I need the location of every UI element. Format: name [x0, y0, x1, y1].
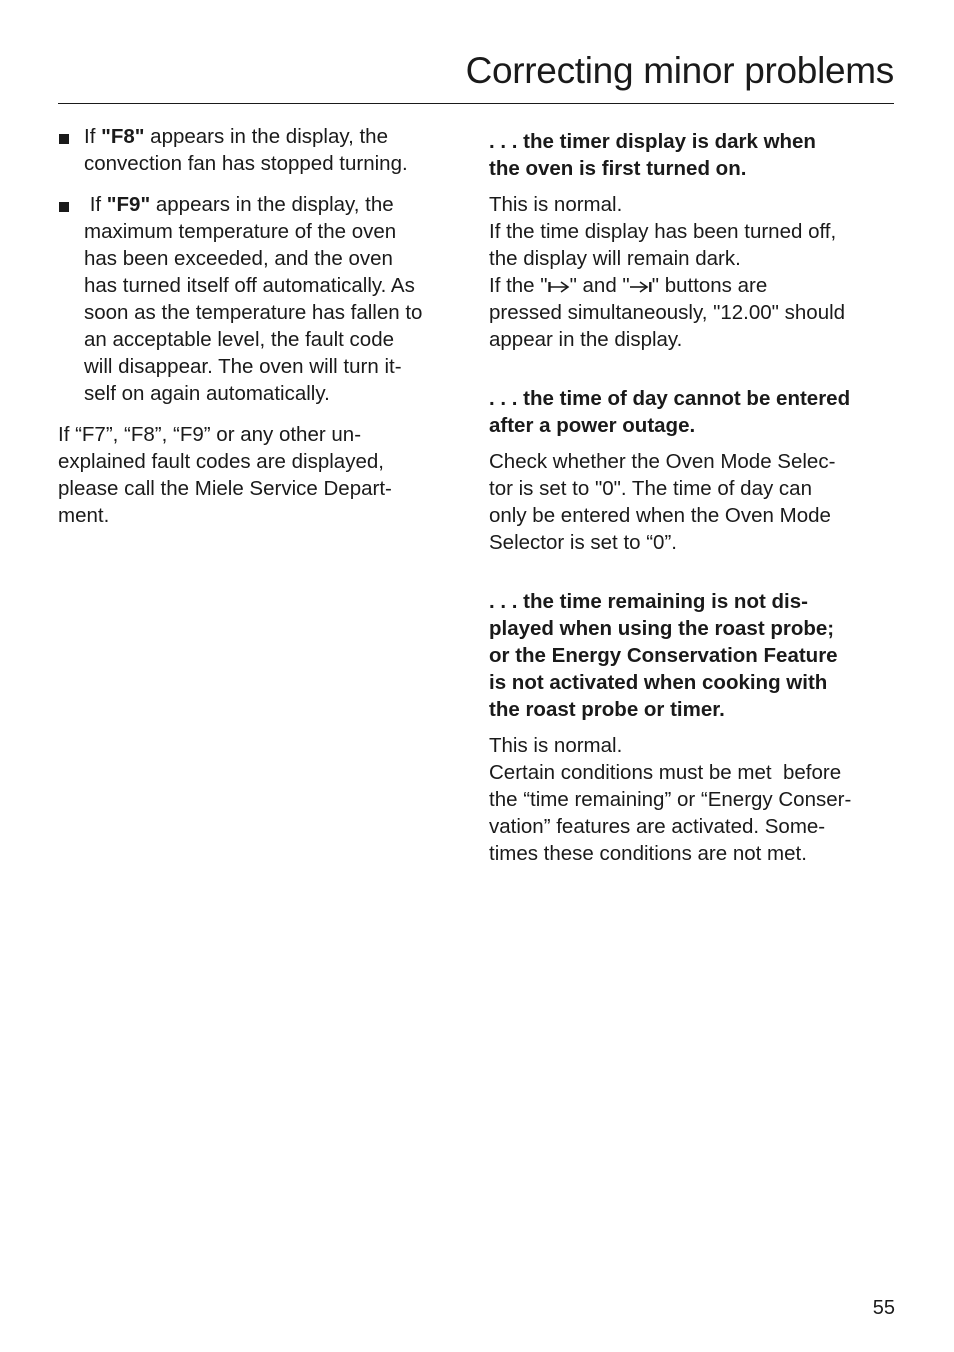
heading-line: . . . the time remaining is not dis-: [489, 590, 808, 613]
section-heading: [489, 385, 909, 439]
bullet-f9-line: will disappear. The oven will turn it-: [84, 355, 402, 378]
bullet-f8-line-1: [84, 123, 468, 150]
body-line: vation” features are activated. Some-: [489, 815, 826, 838]
body-line: This is normal.: [489, 193, 623, 216]
bullet-f9-prefix: If: [84, 193, 107, 216]
section-body: [489, 191, 909, 353]
service-note-line: please call the Miele Service Depart-: [58, 477, 392, 500]
heading-line: is not activated when cooking with: [489, 671, 828, 694]
body-line: tor is set to "0". The time of day can: [489, 477, 812, 500]
end-time-arrow-icon: [630, 279, 652, 295]
square-bullet-icon: [59, 134, 69, 144]
body-line: If the time display has been turned off,: [489, 220, 837, 243]
buttons-line: [489, 272, 909, 299]
bullet-f9-line: maximum temperature of the oven: [84, 220, 397, 243]
bullet-f9-line: has been exceeded, and the oven: [84, 247, 393, 270]
body-line: the display will remain dark.: [489, 247, 741, 270]
heading-line: the roast probe or timer.: [489, 698, 725, 721]
bullet-f9-line: self on again automatically.: [84, 382, 330, 405]
fault-code-f8: "F8": [101, 125, 145, 148]
section-body: [489, 732, 909, 867]
bullet-f8: [58, 123, 468, 177]
body-line: Check whether the Oven Mode Selec-: [489, 450, 836, 473]
body-text: " buttons are: [651, 274, 768, 297]
service-note: [58, 421, 468, 529]
body-line: appear in the display.: [489, 328, 683, 351]
heading-line: played when using the roast probe;: [489, 617, 835, 640]
start-time-arrow-icon: [548, 279, 570, 295]
heading-line: or the Energy Conservation Feature: [489, 644, 838, 667]
heading-line: . . . the timer display is dark when: [489, 130, 816, 153]
body-line: pressed simultaneously, "12.00" should: [489, 301, 846, 324]
left-column: [58, 123, 468, 529]
bullet-f9-line: has turned itself off automatically. As: [84, 274, 415, 297]
heading-line: the oven is first turned on.: [489, 157, 747, 180]
section-body: [489, 448, 909, 556]
bullet-f9-line: an acceptable level, the fault code: [84, 328, 394, 351]
bullet-f9-text: appears in the display, the: [150, 193, 394, 216]
body-text: " and ": [569, 274, 630, 297]
section-timer-dark: [489, 128, 909, 353]
page-title: Correcting minor problems: [465, 50, 894, 91]
body-line: times these conditions are not met.: [489, 842, 807, 865]
body-line: Selector is set to “0”.: [489, 531, 677, 554]
service-note-line: ment.: [58, 504, 110, 527]
right-column: [489, 128, 909, 867]
section-heading: [489, 128, 909, 182]
service-note-line: explained fault codes are displayed,: [58, 450, 384, 473]
bullet-f8-text: appears in the display, the: [144, 125, 388, 148]
body-line: only be entered when the Oven Mode: [489, 504, 831, 527]
title-divider: [58, 103, 894, 104]
square-bullet-icon: [59, 202, 69, 212]
section-time-remaining: [489, 588, 909, 867]
body-text: If the ": [489, 274, 548, 297]
body-line: This is normal.: [489, 734, 623, 757]
service-note-line: If “F7”, “F8”, “F9” or any other un-: [58, 423, 362, 446]
bullet-f9-line: soon as the temperature has fallen to: [84, 301, 423, 324]
section-time-of-day: [489, 385, 909, 556]
body-line: Certain conditions must be met before: [489, 761, 842, 784]
page-number: 55: [872, 1297, 895, 1319]
section-heading: [489, 588, 909, 723]
bullet-f8-prefix: If: [84, 125, 102, 148]
bullet-f8-line-2: convection fan has stopped turning.: [84, 152, 408, 175]
heading-line: after a power outage.: [489, 414, 696, 437]
bullet-f9: [58, 191, 468, 407]
heading-line: . . . the time of day cannot be entered: [489, 387, 851, 410]
body-line: the “time remaining” or “Energy Conser-: [489, 788, 852, 811]
fault-code-f9: "F9": [106, 193, 151, 216]
bullet-f9-line-1: [84, 191, 468, 218]
